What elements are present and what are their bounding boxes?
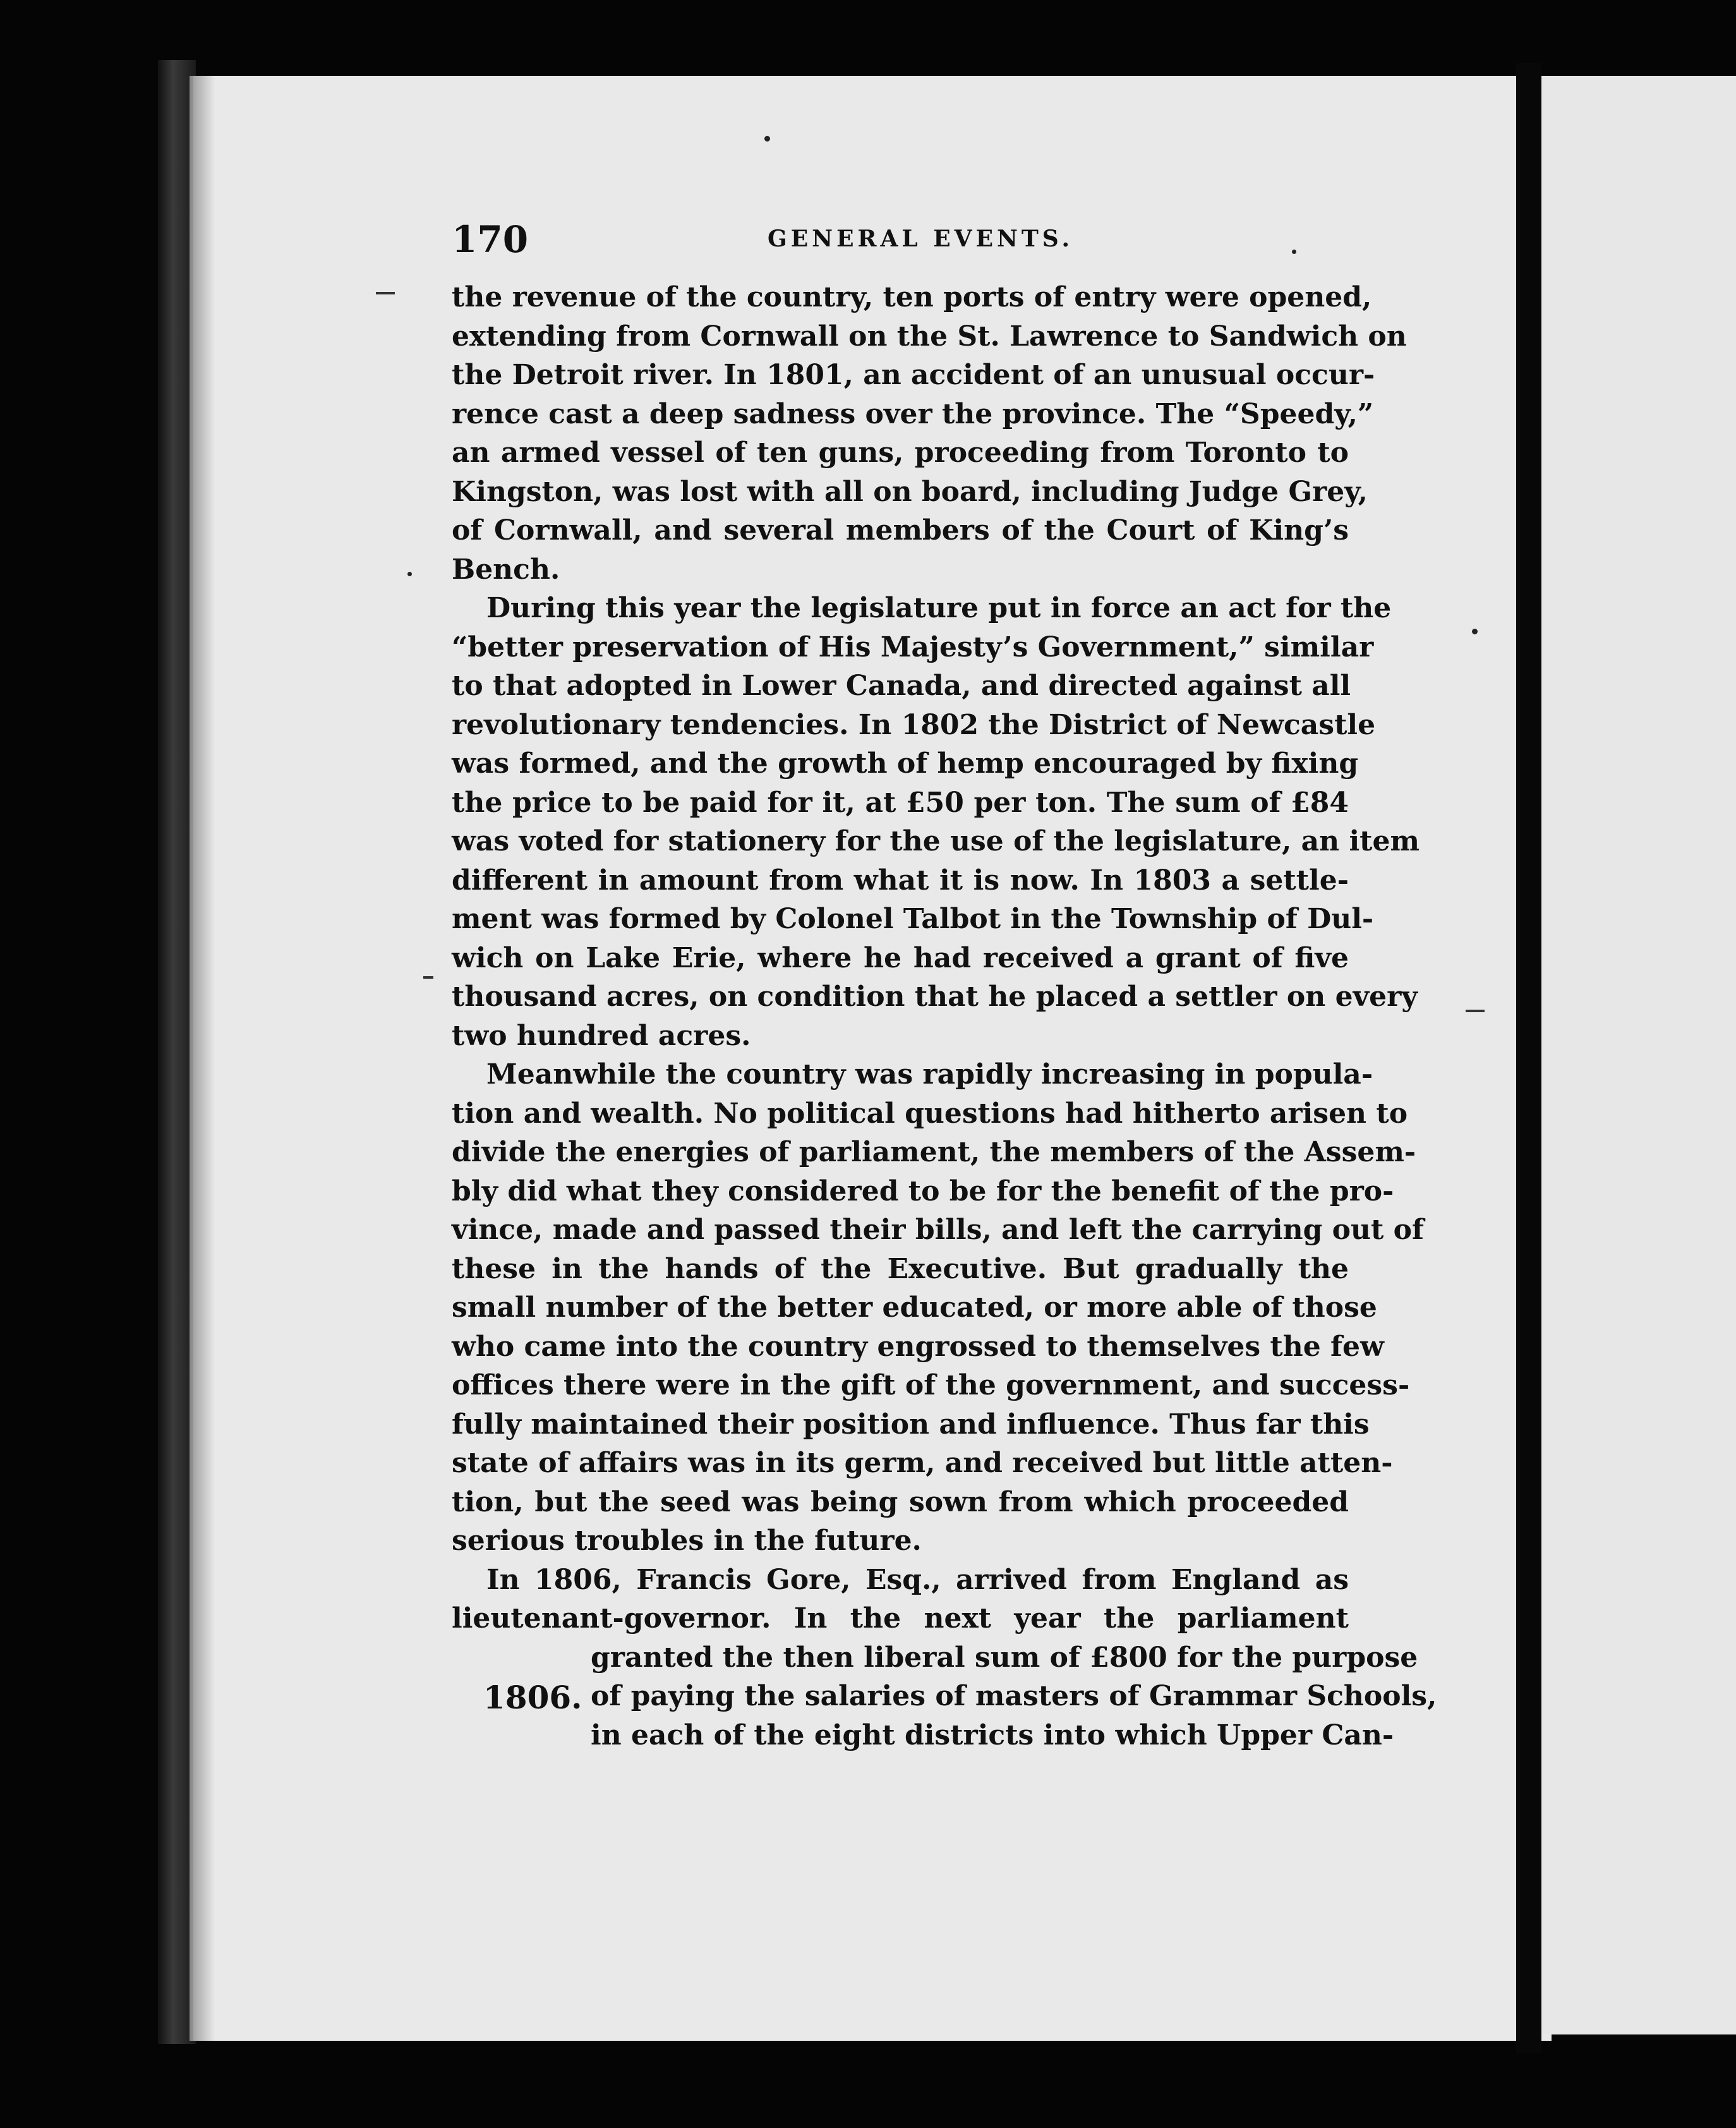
text-line: ment was formed by Colonel Talbot in the Township of Dul- — [452, 903, 1374, 935]
text-line: in each of the eight districts into which Upper Can- — [591, 1719, 1394, 1751]
text-line: these in the hands of the Executive. But gradually the — [452, 1252, 1349, 1285]
body-text — [452, 278, 1437, 1755]
text-line: of paying the salaries of masters of Grammar Schools, — [591, 1680, 1437, 1712]
paragraph — [452, 1561, 1349, 1638]
paragraph — [452, 589, 1420, 1055]
text-line: In 1806, Francis Gore, Esq., arrived from England as — [486, 1563, 1349, 1596]
page-number: 170 — [452, 218, 529, 261]
text-line: tion, but the seed was being sown from which proceeded — [452, 1485, 1349, 1518]
text-line: offices there were in the gift of the government, and success- — [452, 1369, 1410, 1401]
text-line: bly did what they considered to be for the benefit of the pro- — [452, 1175, 1394, 1207]
side-note-text — [591, 1638, 1437, 1755]
text-line: granted the then liberal sum of £800 for the purpose — [591, 1641, 1418, 1674]
text-line: different in amount from what it is now. In 1803 a settle- — [452, 864, 1349, 897]
text-line: the revenue of the country, ten ports of entry were opened, — [452, 281, 1372, 313]
text-line: was formed, and the growth of hemp encouraged by fixing — [452, 747, 1359, 780]
text-line: an armed vessel of ten guns, proceeding from Toronto to — [452, 437, 1349, 469]
text-line: Kingston, was lost with all on board, including Judge Grey, — [452, 475, 1368, 508]
scan-speck — [764, 136, 770, 142]
text-line: wich on Lake Erie, where he had received a grant of five — [452, 941, 1349, 974]
text-line: extending from Cornwall on the St. Lawrence to Sandwich on — [452, 320, 1407, 353]
text-line: small number of the better educated, or more able of those — [452, 1291, 1377, 1324]
text-line: of Cornwall, and several members of the Court of King’s — [452, 514, 1349, 547]
side-note — [452, 1638, 1437, 1755]
text-line: rence cast a deep sadness over the province. The “Speedy,” — [452, 397, 1374, 430]
marginal-year: 1806. — [483, 1678, 582, 1716]
text-line: “better preservation of His Majesty’s Government,” similar — [452, 631, 1374, 663]
scan-mark — [423, 976, 433, 979]
text-line: vince, made and passed their bills, and left the carrying out of — [452, 1214, 1424, 1246]
text-line: tion and wealth. No political questions had hitherto arisen to — [452, 1097, 1408, 1130]
scan-speck — [407, 572, 412, 576]
scan-mark — [1466, 1010, 1485, 1012]
text-line: During this year the legislature put in force an act for the — [486, 592, 1392, 624]
page-header — [452, 218, 1349, 262]
text-line: to that adopted in Lower Canada, and directed against all — [452, 670, 1351, 702]
paragraph — [452, 1055, 1424, 1561]
text-line: who came into the country engrossed to themselves the few — [452, 1330, 1384, 1363]
text-line: divide the energies of parliament, the members of the Assem- — [452, 1136, 1416, 1168]
page-shadow — [190, 76, 215, 2041]
text-line: the price to be paid for it, at £50 per ton. The sum of £84 — [452, 786, 1349, 819]
scan-speck — [1472, 629, 1478, 634]
text-line: Bench. — [452, 553, 560, 586]
facing-page-edge — [1541, 76, 1736, 2034]
text-line: fully maintained their position and influence. Thus far this — [452, 1408, 1370, 1441]
paragraph — [452, 278, 1407, 589]
scan-mark — [376, 292, 395, 294]
text-line: revolutionary tendencies. In 1802 the District of Newcastle — [452, 708, 1376, 741]
text-line: thousand acres, on condition that he placed a settler on every — [452, 981, 1418, 1013]
text-line: lieutenant-governor. In the next year the parliament — [452, 1602, 1349, 1635]
text-line: Meanwhile the country was rapidly increasing in popula- — [486, 1058, 1373, 1091]
text-line: was voted for stationery for the use of the legislature, an item — [452, 825, 1420, 857]
text-line: two hundred acres. — [452, 1019, 751, 1052]
gutter — [1516, 63, 1541, 2053]
text-line: serious troubles in the future. — [452, 1525, 922, 1557]
text-line: the Detroit river. In 1801, an accident of an unusual occur- — [452, 359, 1375, 391]
running-head: GENERAL EVENTS. — [768, 226, 1073, 252]
text-line: state of affairs was in its germ, and received but little atten- — [452, 1447, 1393, 1479]
